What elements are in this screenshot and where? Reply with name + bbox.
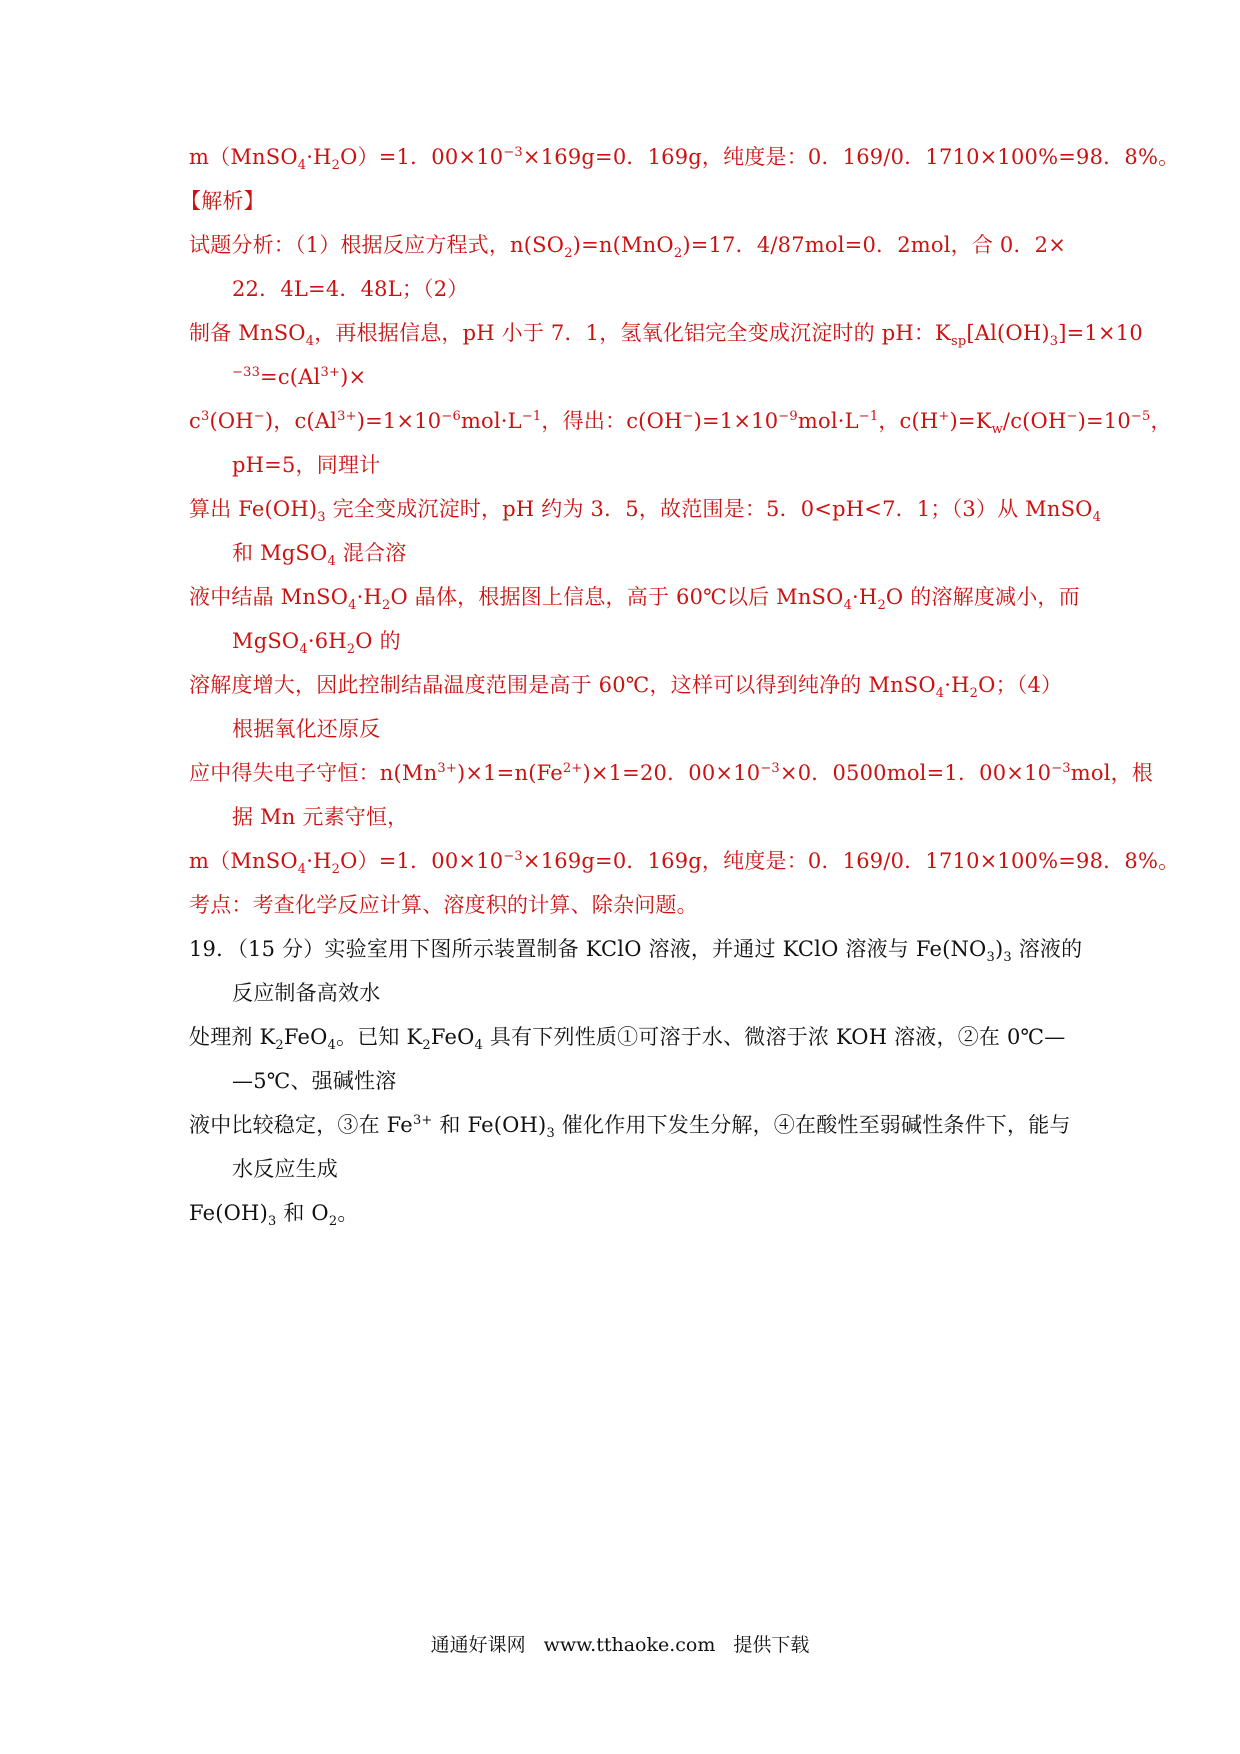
- footer-suffix: 提供下载: [733, 1634, 810, 1656]
- question-19-line-4: —5℃、强碱性溶: [232, 1069, 397, 1093]
- question-19-line-1: 19．（15 分）实验室用下图所示装置制备 KClO 溶液，并通过 KClO 溶液与 $Fe(NO_3)_3$ 溶液的: [189, 937, 1083, 966]
- analysis-line-5: $c^3(OH^-)$，$c(Al^{3+})=1\times 10^{-6}mol\cdot L^{-1}$，得出：$c(OH^-)=1\times 10^{-9}mol\cdot L^{-1}$，$c(H^+)=K_w/c(OH^-)=10^{-5}$，: [189, 409, 1172, 438]
- footer-site-name: 通通好课网: [430, 1634, 526, 1656]
- analysis-line-15: $m(MnSO_4\cdot H_2O)=1$．$00\times 10^{-3}\times 169g=0$．169g，纯度是：0．169/0．1710×100%=98．8%。: [189, 849, 1180, 878]
- question-19-line-7: $Fe(OH)_3$ 和 $O_2$。: [189, 1201, 359, 1230]
- question-19-line-2: 反应制备高效水: [232, 981, 381, 1005]
- analysis-line-3: 制备 MnSO$_4$，再根据信息，pH 小于 7．1，氢氧化铝完全变成沉淀时的 pH：$K_{sp}[Al(OH)_3]=1\times 10$: [189, 321, 1143, 350]
- key-points-line: 考点：考查化学反应计算、溶度积的计算、除杂问题。: [189, 893, 698, 917]
- analysis-line-9: 液中结晶 $MnSO_4\cdot H_2O$ 晶体，根据图上信息，高于 60℃以后 $MnSO_4\cdot H_2O$ 的溶解度减小，而: [189, 585, 1080, 614]
- analysis-line-14: 据 Mn 元素守恒，: [232, 805, 409, 829]
- analysis-line-12: 根据氧化还原反: [232, 717, 381, 741]
- analysis-line-8: 和 MgSO$_4$ 混合溶: [232, 541, 407, 570]
- question-19-line-3: 处理剂 $K_2FeO_4$。已知 $K_2FeO_4$ 具有下列性质①可溶于水、微溶于浓 KOH 溶液，②在 0℃—: [189, 1025, 1066, 1054]
- analysis-line-13: 应中得失电子守恒：$n(Mn^{3+})\times 1=n(Fe^{2+})\times 1=20$．$00\times 10^{-3}\times 0$．0500mol=1．$00\times 10^{-3}mol$，根: [189, 761, 1154, 785]
- page-footer: [0, 1630, 1240, 1657]
- question-19-line-6: 水反应生成: [232, 1157, 338, 1181]
- analysis-line-11: 溶解度增大，因此控制结晶温度范围是高于 60℃，这样可以得到纯净的 $MnSO_4\cdot H_2O$；（4）: [189, 673, 1063, 702]
- analysis-line-1: 试题分析：（1）根据反应方程式，$n(SO_2)=n(MnO_2)=17$．4/87mol=0．2mol，合 0．2×: [189, 233, 1067, 262]
- question-19-line-5: 液中比较稳定，③在 $Fe^{3+}$ 和 $Fe(OH)_3$ 催化作用下发生分解，④在酸性至弱碱性条件下，能与: [189, 1113, 1071, 1142]
- analysis-line-6: pH=5，同理计: [232, 453, 381, 477]
- analysis-line-7: 算出 $Fe(OH)_3$ 完全变成沉淀时，pH 约为 3．5，故范围是：5．0<pH<7．1；（3）从 MnSO$_4$: [189, 497, 1102, 526]
- analysis-heading: 【解析】: [180, 189, 265, 213]
- analysis-line-4: $^{-33}=c(Al^{3+})\times$: [232, 365, 367, 389]
- analysis-line-2: 22．4L=4．48L；（2）: [232, 277, 469, 301]
- answer-mass-line: $m(MnSO_4\cdot H_2O)=1$．$00\times 10^{-3}\times 169g=0$．169g，纯度是：0．169/0．1710×100%=98．8%。: [189, 145, 1180, 174]
- footer-url-link[interactable]: www.tthaoke.com: [543, 1634, 716, 1656]
- analysis-line-10: $MgSO_4\cdot 6H_2O$ 的: [232, 629, 401, 658]
